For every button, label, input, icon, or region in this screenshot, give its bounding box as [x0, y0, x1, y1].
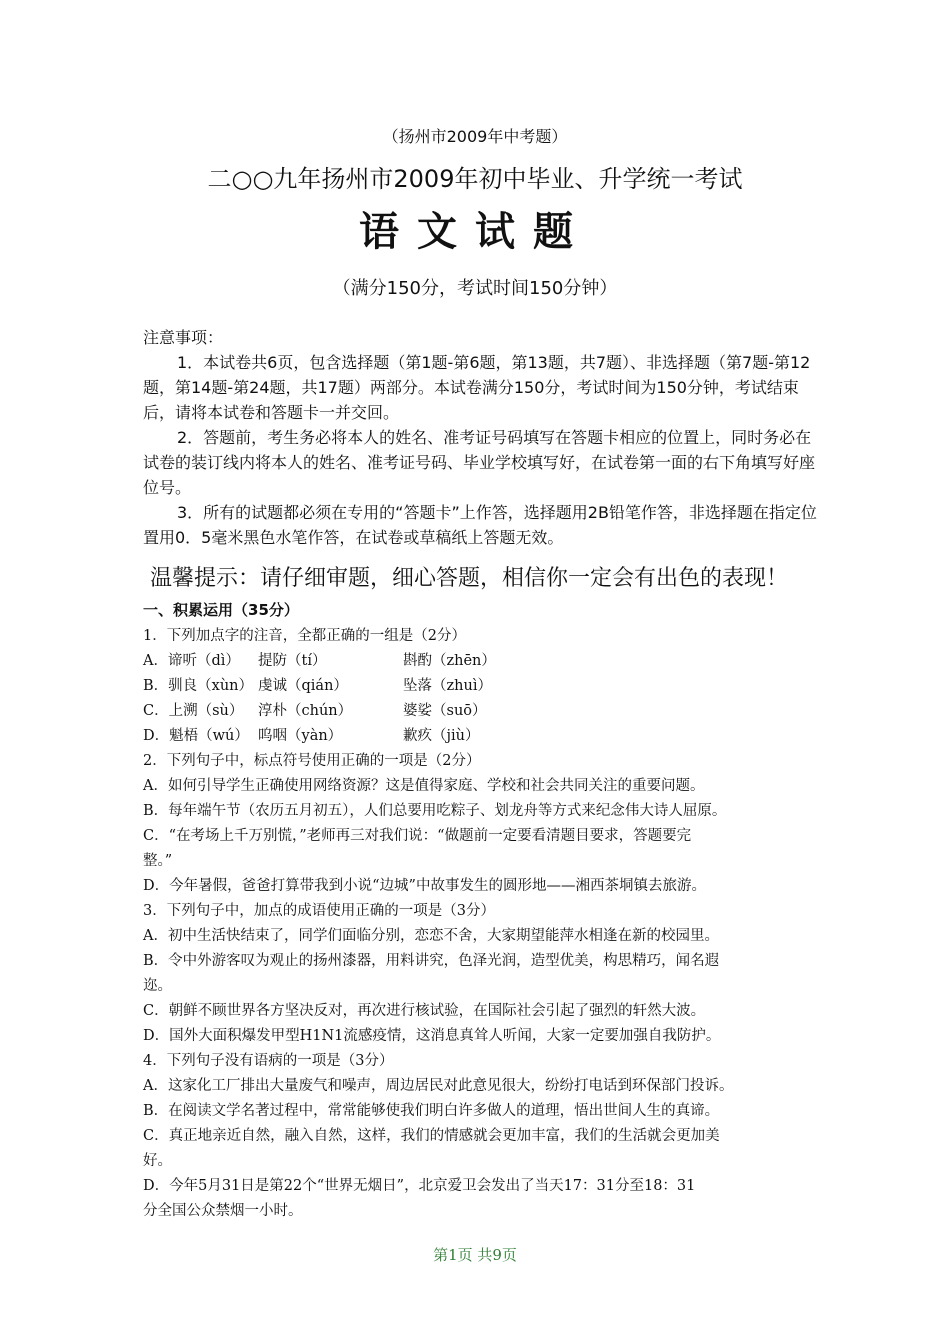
option-text: 整。”: [143, 853, 173, 869]
option-text: D．今年5月31日是第22个“世界无烟日”，北京爱卫会发出了当天17：31分至18：31: [143, 1178, 696, 1194]
page-title: 语文试题: [359, 208, 591, 255]
note-item: 3．所有的试题都必须在专用的“答题卡”上作答，选择题用2B铅笔作答，非选择题在指定位置用0．5毫米黑色水笔作答，在试卷或草稿纸上答题无效。: [143, 503, 817, 547]
notes-section: [143, 325, 823, 550]
option-text: C．朝鲜不顾世界各方坚决反对，再次进行核试验，在国际社会引起了强烈的轩然大波。: [143, 1003, 706, 1019]
option-text: D．今年暑假，爸爸打算带我到小说“边城”中故事发生的圆形地——湘西茶垌镇去旅游。: [143, 878, 706, 894]
option-text: 呜咽（yàn）: [258, 728, 343, 744]
exam-source-subtitle: （扬州市2009年中考题）: [382, 127, 568, 146]
option-text: A．初中生活快结束了，同学们面临分别，恋恋不舍，大家期望能萍水相逢在新的校园里。: [143, 928, 719, 944]
option-text: 斟酌（zhēn）: [403, 653, 496, 669]
question-stem: 4．下列句子没有语病的一项是（3分）: [143, 1053, 394, 1069]
option-text: 好。: [143, 1153, 172, 1169]
question-stem: 2．下列句子中，标点符号使用正确的一项是（2分）: [143, 753, 481, 769]
option-text: 迩。: [143, 978, 172, 994]
option-text: C．上溯（sù）: [143, 703, 244, 719]
option-text: 坠落（zhuì）: [403, 678, 492, 694]
option-text: D．魁梧（wú）: [143, 728, 249, 744]
notes-label: 注意事项：: [143, 328, 224, 347]
note-item: 2．答题前，考生务必将本人的姓名、准考证号码填写在答题卡相应的位置上，同时务必在试卷的装订线内将本人的姓名、准考证号码、毕业学校填写好，在试卷第一面的右下角填写好座位号。: [143, 428, 816, 497]
option-text: B．令中外游客叹为观止的扬州漆器，用料讲究，色泽光润，造型优美，构思精巧，闻名遐: [143, 953, 720, 969]
exam-heading: 二○○九年扬州市2009年初中毕业、升学统一考试: [207, 165, 743, 193]
question-stem: 3．下列句子中，加点的成语使用正确的一项是（3分）: [143, 903, 495, 919]
option-text: 淳朴（chún）: [258, 703, 353, 719]
option-text: A．这家化工厂排出大量废气和噪声，周边居民对此意见很大，纷纷打电话到环保部门投诉。: [143, 1078, 734, 1094]
option-text: A．谛听（dì）: [143, 653, 240, 669]
option-text: A．如何引导学生正确使用网络资源？这是值得家庭、学校和社会共同关注的重要问题。: [143, 778, 705, 794]
option-text: 婆娑（suō）: [403, 703, 487, 719]
option-text: C．真正地亲近自然，融入自然，这样，我们的情感就会更加丰富，我们的生活就会更加美: [143, 1128, 720, 1144]
option-text: D．国外大面积爆发甲型H1N1流感疫情，这消息真耸人听闻，大家一定要加强自我防护。: [143, 1028, 721, 1044]
option-text: B．在阅读文学名著过程中，常常能够使我们明白许多做人的道理，悟出世间人生的真谛。: [143, 1103, 720, 1119]
option-text: 分全国公众禁烟一小时。: [143, 1203, 303, 1219]
option-text: C．“在考场上千万别慌，”老师再三对我们说：“做题前一定要看清题目要求，答题要完: [143, 828, 692, 844]
warm-tip: 温馨提示：请仔细审题，细心答题，相信你一定会有出色的表现！: [150, 566, 789, 591]
option-text: 歉疚（jiù）: [403, 728, 480, 744]
option-text: 虔诚（qián）: [258, 678, 348, 694]
page-footer: 第1页 共9页: [433, 1246, 517, 1264]
section-heading: 一、积累运用（35分）: [143, 601, 299, 619]
option-text: 提防（tí）: [258, 653, 327, 669]
option-text: B．驯良（xùn）: [143, 678, 254, 694]
score-note: （满分150分，考试时间150分钟）: [332, 278, 618, 299]
option-text: B．每年端午节（农历五月初五），人们总要用吃粽子、划龙舟等方式来纪念伟大诗人屈原。: [143, 803, 727, 819]
note-item: 1．本试卷共6页，包含选择题（第1题-第6题，第13题，共7题）、非选择题（第7题-第12题，第14题-第24题，共17题）两部分。本试卷满分150分，考试时间为150分钟，考试结束后，请将本试卷和答题卡一并交回。: [143, 353, 811, 422]
question-stem: 1．下列加点字的注音，全都正确的一组是（2分）: [143, 628, 466, 644]
